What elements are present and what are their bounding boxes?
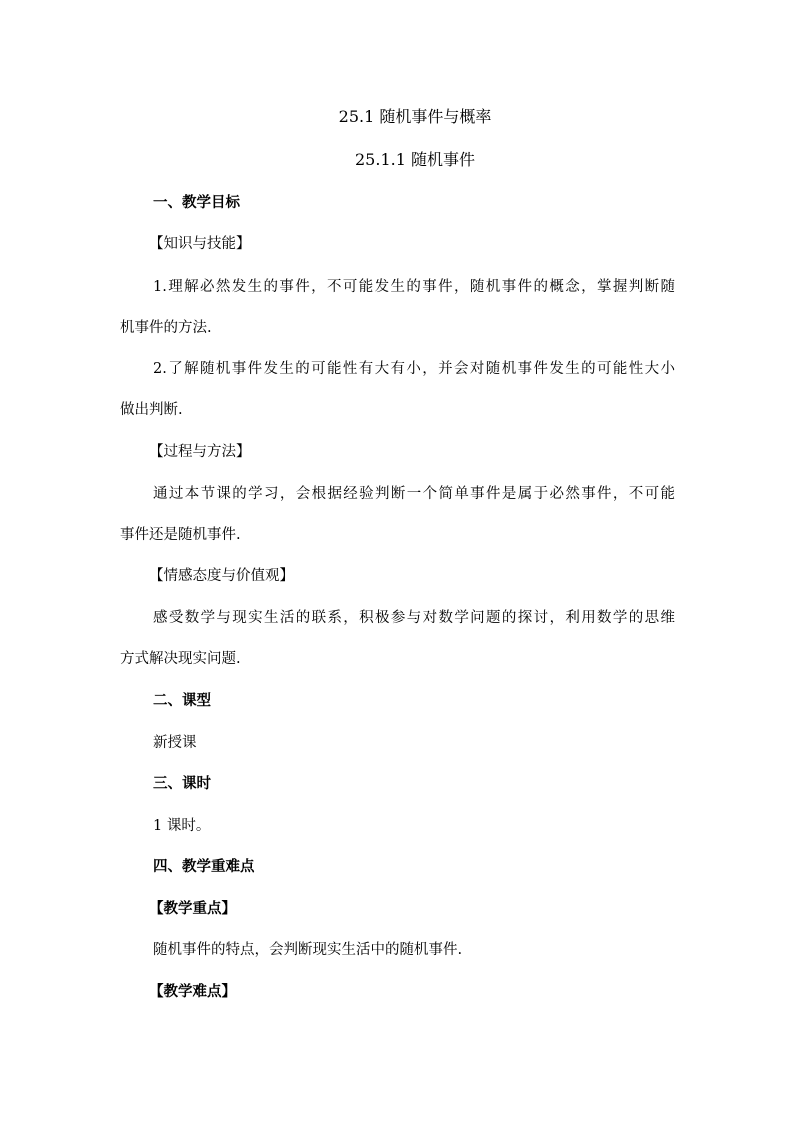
section-heading-key-difficult-points: 四、教学重难点 [153, 859, 255, 875]
class-hours-text: 1 课时。 [153, 818, 211, 834]
document-title: 25.1 随机事件与概率 [338, 107, 492, 126]
label-teaching-focus: 【教学重点】 [149, 901, 236, 917]
label-teaching-difficulty: 【教学难点】 [149, 984, 236, 1000]
emotion-paragraph-line-1: 感受数学与现实生活的联系，积极参与对数学问题的探讨，利用数学的思维 [153, 610, 675, 626]
label-process-methods: 【过程与方法】 [149, 444, 251, 460]
knowledge-paragraph-2-line-2: 做出判断. [120, 402, 183, 418]
section-heading-class-hours: 三、课时 [153, 776, 211, 792]
section-heading-teaching-goals: 一、教学目标 [153, 195, 240, 211]
process-paragraph-line-2: 事件还是随机事件. [120, 527, 241, 543]
lesson-type-text: 新授课 [153, 735, 197, 751]
knowledge-paragraph-1-line-1: 1.理解必然发生的事件，不可能发生的事件，随机事件的概念，掌握判断随 [153, 279, 675, 295]
label-emotion-values: 【情感态度与价值观】 [149, 568, 294, 584]
knowledge-paragraph-1-line-2: 机事件的方法. [120, 320, 212, 336]
document-subtitle: 25.1.1 随机事件 [355, 150, 475, 169]
emotion-paragraph-line-2: 方式解决现实问题. [120, 651, 241, 667]
knowledge-paragraph-2-line-1: 2.了解随机事件发生的可能性有大有小，并会对随机事件发生的可能性大小 [153, 361, 675, 377]
label-knowledge-skills: 【知识与技能】 [149, 236, 251, 252]
process-paragraph-line-1: 通过本节课的学习，会根据经验判断一个简单事件是属于必然事件，不可能 [153, 486, 675, 502]
teaching-focus-text: 随机事件的特点，会判断现实生活中的随机事件. [153, 942, 463, 958]
section-heading-lesson-type: 二、课型 [153, 693, 211, 709]
